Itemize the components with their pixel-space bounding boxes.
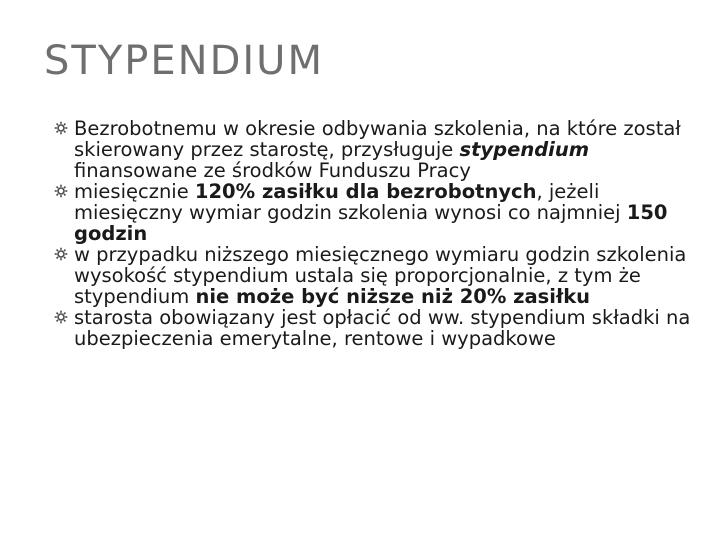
bullet-item xyxy=(54,181,694,244)
bullet-item xyxy=(54,244,694,307)
bullet-emphasis: nie może być niższe niż 20% zasiłku xyxy=(195,285,591,308)
gear-bullet-icon xyxy=(54,247,68,261)
bullet-list xyxy=(54,118,694,349)
bullet-text: miesięcznie xyxy=(74,180,195,203)
bullet-text: w przypadku niższego miesięcznego wymiaru godzin szkolenia wysokość stypendium ustala się proporcjonalnie, z tym że stypendium xyxy=(74,243,687,308)
bullet-emphasis: stypendium xyxy=(459,138,590,161)
bullet-emphasis: 120% zasiłku dla bezrobotnych xyxy=(194,180,537,203)
bullet-text: , jeżeli miesięczny wymiar godzin szkolenia wynosi co najmniej xyxy=(74,180,627,224)
slide-title: STYPENDIUM xyxy=(44,38,324,84)
bullet-text: finansowane ze środków Funduszu Pracy xyxy=(74,159,471,182)
bullet-text: Bezrobotnemu w okresie odbywania szkolenia, na które został skierowany przez starostę, przysługuje xyxy=(74,117,681,161)
bullet-item xyxy=(54,307,694,349)
gear-bullet-icon xyxy=(54,184,68,198)
bullet-item xyxy=(54,118,694,181)
bullet-emphasis: 150 godzin xyxy=(74,201,668,245)
gear-bullet-icon xyxy=(54,121,68,135)
gear-bullet-icon xyxy=(54,310,68,324)
bullet-text: starosta obowiązany jest opłacić od ww. stypendium składki na ubezpieczenia emerytalne, rentowe i wypadkowe xyxy=(74,306,691,350)
